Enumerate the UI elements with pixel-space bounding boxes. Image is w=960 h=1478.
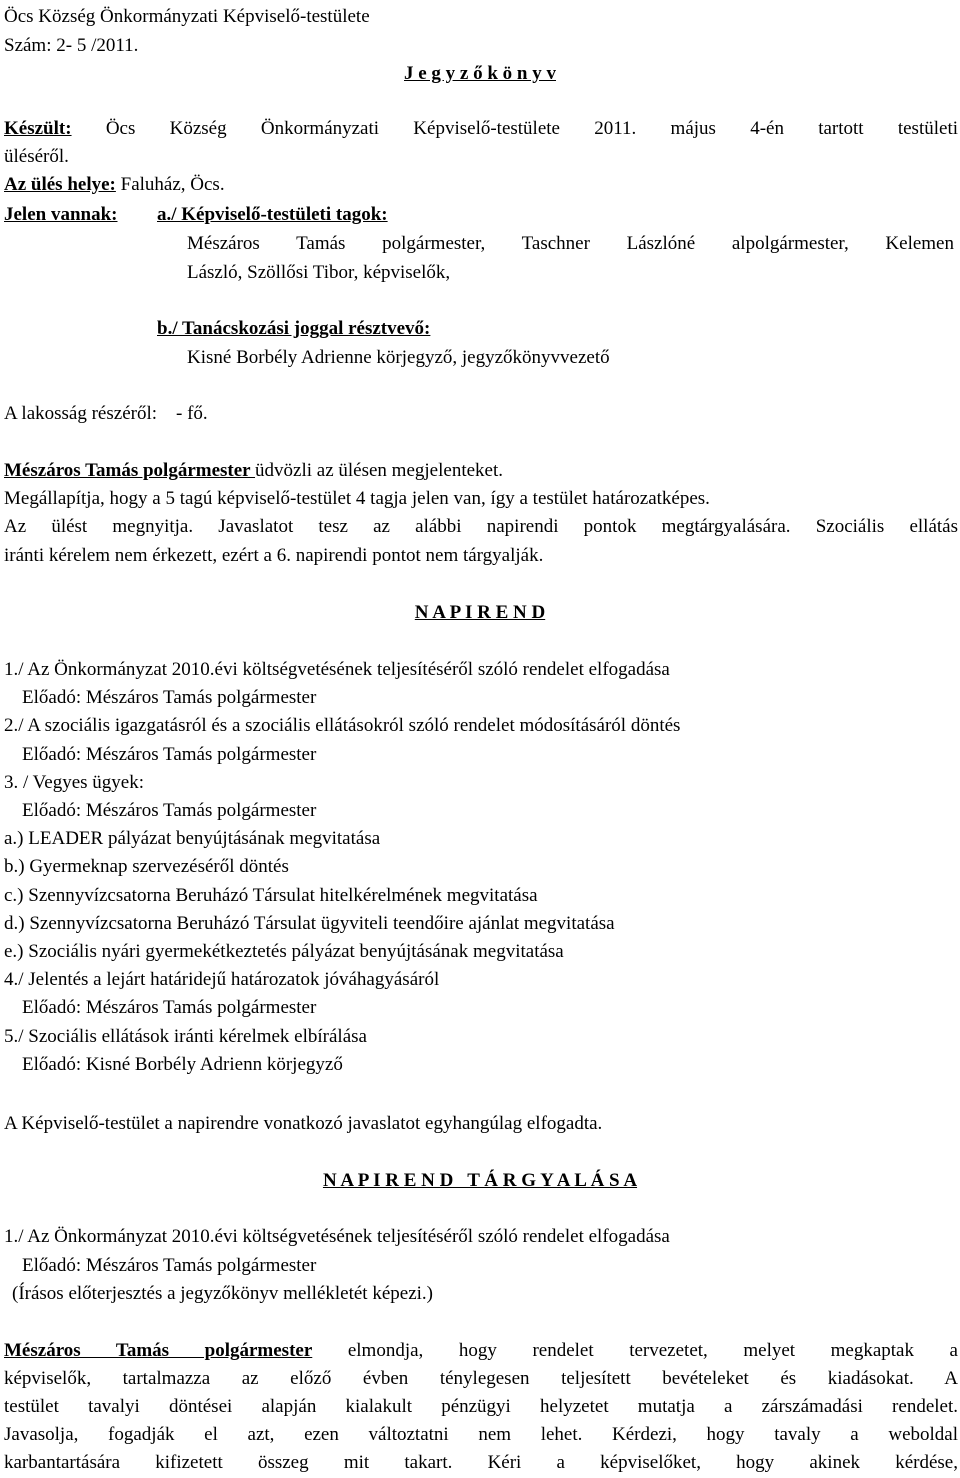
agenda-presenter: Előadó: Mészáros Tamás polgármester: [22, 744, 317, 765]
hely-label: Az ülés helye:: [4, 174, 116, 195]
agenda-item: d.) Szennyvízcsatorna Beruházó Társulat ügyviteli teendőire ajánlat megvitatása: [4, 913, 615, 934]
discussion-presenter: Előadó: Mészáros Tamás polgármester: [22, 1255, 317, 1276]
attachment-note: (Írásos előterjesztés a jegyzőkönyv mellékletét képezi.): [12, 1283, 433, 1304]
opening-line-3: Az ülést megnyitja. Javaslatot tesz az alábbi napirendi pontok megtárgyalására. Szociális ellátás: [4, 516, 958, 537]
keszult-text-cont: üléséről.: [4, 146, 69, 167]
agenda-item: 1./ Az Önkormányzat 2010.évi költségvetésének teljesítéséről szóló rendelet elfogadása: [4, 659, 670, 680]
discussion-para-line-2: képviselők, tartalmazza az előző évben ténylegesen teljesített bevételeket és kiadásokat. A: [4, 1368, 958, 1389]
opening-line-1: [4, 460, 503, 482]
hely-text: Faluház, Öcs.: [120, 174, 225, 195]
agenda-item: e.) Szociális nyári gyermekétkeztetés pályázat benyújtásának megvitatása: [4, 941, 564, 962]
org-name: Öcs Község Önkormányzati Képviselő-testülete: [4, 6, 370, 27]
advisors-heading: b./ Tanácskozási joggal résztvevő:: [157, 318, 431, 339]
opening-line-4: iránti kérelem nem érkezett, ezért a 6. napirendi pontot nem tárgyalják.: [4, 545, 544, 566]
mayor-name: Mészáros Tamás polgármester: [4, 460, 256, 481]
agenda-item: 4./ Jelentés a lejárt határidejű határozatok jóváhagyásáról: [4, 969, 440, 990]
speaker-name: Mészáros Tamás polgármester: [4, 1340, 313, 1361]
opening-greeting: üdvözli az ülésen megjelenteket.: [255, 460, 503, 481]
agenda-presenter: Előadó: Mészáros Tamás polgármester: [22, 997, 317, 1018]
agenda-item: c.) Szennyvízcsatorna Beruházó Társulat hitelkérelmének megvitatása: [4, 885, 538, 906]
discussion-item-1: 1./ Az Önkormányzat 2010.évi költségvetésének teljesítéséről szóló rendelet elfogadása: [4, 1226, 670, 1247]
keszult-label: Készült:: [4, 118, 72, 139]
members-heading: a./ Képviselő-testületi tagok:: [157, 204, 388, 225]
agenda-item: 5./ Szociális ellátások iránti kérelmek elbírálása: [4, 1026, 367, 1047]
agenda-presenter: Előadó: Kisné Borbély Adrienn körjegyző: [22, 1054, 343, 1075]
members-line-1: Mészáros Tamás polgármester, Taschner Lászlóné alpolgármester, Kelemen: [187, 233, 954, 254]
discussion-title: N A P I R E N D T Á R G Y A L Á S A: [322, 1170, 638, 1191]
discussion-para-line-1: [4, 1340, 958, 1362]
hely-line: [4, 174, 225, 196]
keszult-text: Öcs Község Önkormányzati Képviselő-testülete 2011. május 4-én tartott testületi: [105, 118, 959, 139]
agenda-presenter: Előadó: Mészáros Tamás polgármester: [22, 687, 317, 708]
agenda-item: b.) Gyermeknap szervezéséről döntés: [4, 856, 289, 877]
agenda-title: N A P I R E N D: [414, 602, 546, 623]
document-title: J e g y z ő k ö n y v: [404, 63, 556, 84]
agenda-presenter: Előadó: Mészáros Tamás polgármester: [22, 800, 317, 821]
document-number: Szám: 2- 5 /2011.: [4, 35, 139, 56]
agenda-item: a.) LEADER pályázat benyújtásának megvitatása: [4, 828, 381, 849]
discussion-para-line-4: Javasolja, fogadják el azt, ezen változtatni nem lehet. Kérdezi, hogy tavaly a weboldal: [4, 1424, 958, 1445]
discussion-para-line-5: karbantartására kifizetett összeg mit takart. Kéri a képviselőket, hogy akinek kérdése,: [4, 1452, 958, 1473]
agenda-item: 2./ A szociális igazgatásról és a szociális ellátásokról szóló rendelet módosításáról döntés: [4, 715, 681, 736]
public-attendance: A lakosság részéről: - fő.: [4, 403, 208, 424]
speaker-text: elmondja, hogy rendelet tervezetet, melyet megkaptak a: [347, 1340, 958, 1361]
jelen-label: Jelen vannak:: [4, 204, 118, 225]
discussion-para-line-3: testület tavalyi döntései alapján kialakult pénzügyi helyzetet mutatja a zárszámadási rendelet.: [4, 1396, 958, 1417]
members-line-2: László, Szöllősi Tibor, képviselők,: [187, 262, 451, 283]
advisors-line: Kisné Borbély Adrienne körjegyző, jegyzőkönyvvezető: [187, 347, 610, 368]
opening-line-2: Megállapítja, hogy a 5 tagú képviselő-testület 4 tagja jelen van, így a testület határozatképes.: [4, 488, 710, 509]
agenda-accepted: A Képviselő-testület a napirendre vonatkozó javaslatot egyhangúlag elfogadta.: [4, 1113, 603, 1134]
agenda-item: 3. / Vegyes ügyek:: [4, 772, 145, 793]
keszult-line: [4, 118, 958, 140]
